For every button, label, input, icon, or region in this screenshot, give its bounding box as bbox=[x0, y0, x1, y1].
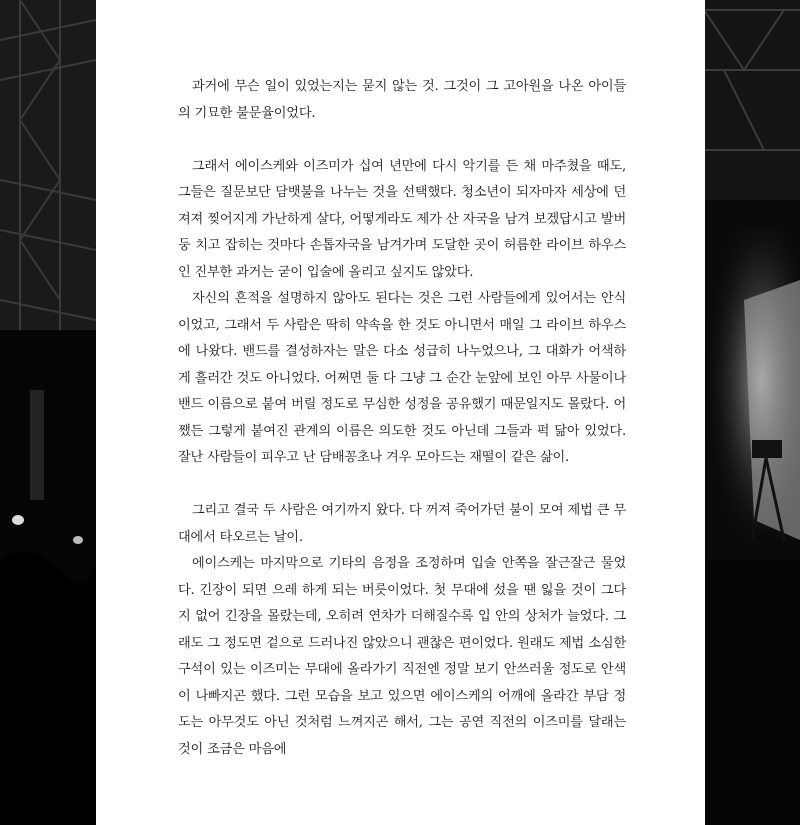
book-page bbox=[96, 0, 705, 825]
paragraph: 그리고 결국 두 사람은 여기까지 왔다. 다 꺼져 죽어가던 불이 모여 제법 큰 무대에서 타오르는 날이. bbox=[178, 503, 626, 545]
paragraph-spacer bbox=[178, 472, 626, 499]
paragraph-spacer bbox=[178, 127, 626, 154]
body-text bbox=[178, 74, 626, 763]
stage-light-illustration bbox=[704, 0, 800, 825]
stage-truss-illustration bbox=[0, 0, 96, 825]
paragraph: 에이스케는 마지막으로 기타의 음정을 조정하며 입술 안쪽을 잘근잘근 물었다. 긴장이 되면 으레 하게 되는 버릇이었다. 첫 무대에 섰을 땐 잃을 것이 그다지 없어 긴장을 몰랐는데, 오히려 연차가 더해질수록 입 안의 상처가 늘었다. 그래도 그 정도면 겉으로 드러나진 않았으니 괜찮은 편이었다. 원래도 제법 소심한 구석이 있는 이즈미는 무대에 올라가기 직전엔 정말 보기 안쓰러울 정도로 안색이 나빠지곤 했다. 그런 모습을 보고 있으면 에이스케의 어깨에 올라간 부담 정도는 아무것도 아닌 것처럼 느껴지곤 해서, 그는 공연 직전의 이즈미를 달래는 것이 조금은 마음에 bbox=[178, 556, 626, 757]
paragraph: 그래서 에이스케와 이즈미가 십여 년만에 다시 악기를 든 채 마주쳤을 때도, 그들은 질문보단 담뱃불을 나누는 것을 선택했다. 청소년이 되자마자 세상에 던져져 찢어지게 가난하게 살다, 어떻게라도 제가 산 자국을 남겨 보겠답시고 발버둥 치고 잡히는 것마다 손톱자국을 남겨가며 도달한 곳이 허름한 라이브 하우스인 진부한 과거는 굳이 입술에 올리고 싶지도 않았다. bbox=[178, 158, 626, 280]
paragraph: 과거에 무슨 일이 있었는지는 묻지 않는 것. 그것이 그 고아원을 나온 아이들의 기묘한 불문율이었다. bbox=[178, 79, 626, 121]
concert-backdrop-right bbox=[704, 0, 800, 825]
paragraph: 자신의 흔적을 설명하지 않아도 된다는 것은 그런 사람들에게 있어서는 안식이었고, 그래서 두 사람은 딱히 약속을 한 것도 아니면서 매일 그 라이브 하우스에 나왔다. 밴드를 결성하자는 말은 다소 성급히 나누었으나, 그 대화가 어색하게 흘러간 것도 아니었다. 어쩌면 둘 다 그냥 그 순간 눈앞에 보인 아무 사물이나 밴드 이름으로 붙여 버릴 정도로 무심한 성정을 공유했기 때문일지도 몰랐다. 어쨌든 그렇게 붙여진 관계의 이름은 의도한 것도 아닌데 그들과 퍽 닮아 있었다. 잘난 사람들이 피우고 난 담배꽁초나 겨우 모아드는 재떨이 같은 삶이. bbox=[178, 291, 626, 465]
concert-backdrop-left bbox=[0, 0, 96, 825]
